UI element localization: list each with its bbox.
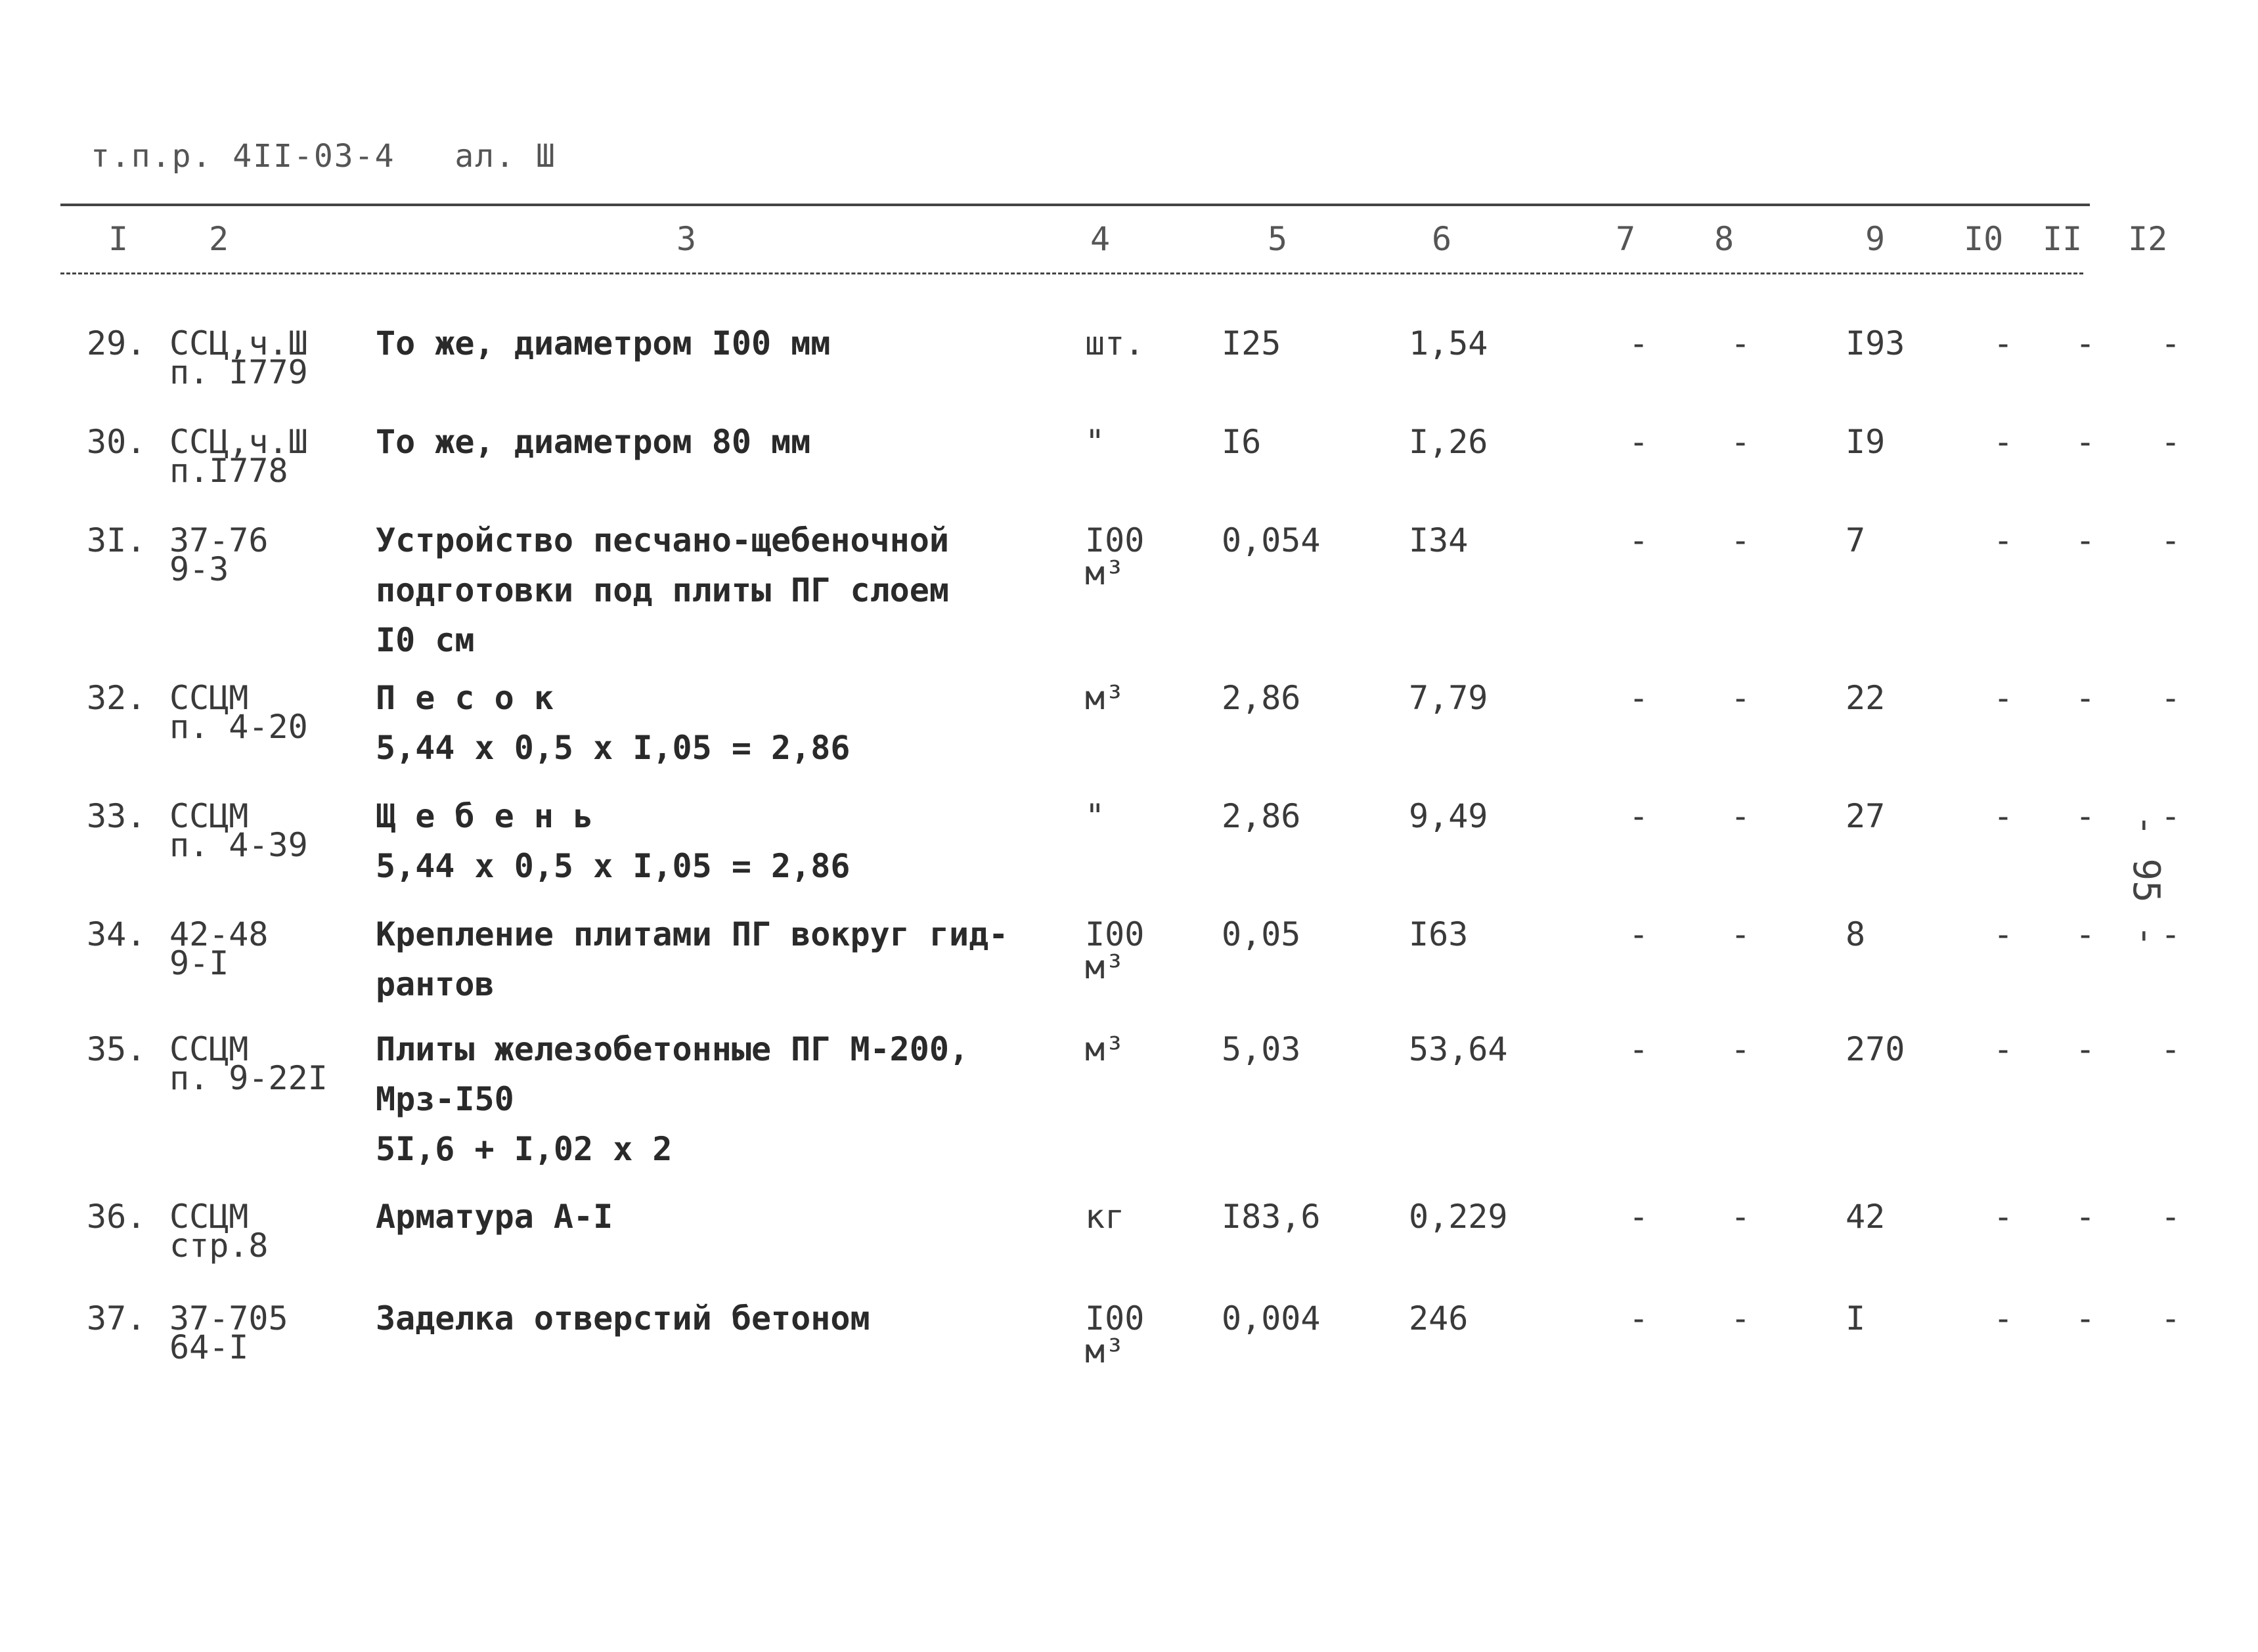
row-col8: - xyxy=(1731,679,1751,717)
row-col7: - xyxy=(1629,423,1649,461)
row-col7: - xyxy=(1629,915,1649,953)
row-reference: стр.8 xyxy=(169,1227,269,1265)
row-col8: - xyxy=(1731,423,1751,461)
row-col8: - xyxy=(1731,915,1751,953)
row-reference: 37-705 xyxy=(169,1299,288,1337)
row-unit-price: I34 xyxy=(1409,521,1469,559)
row-col7: - xyxy=(1629,797,1649,835)
row-total: I93 xyxy=(1846,324,1905,362)
column-number: 4 xyxy=(1090,220,1111,258)
row-col12: - xyxy=(2161,1030,2181,1068)
row-unit-price: 9,49 xyxy=(1409,797,1488,835)
row-col11: - xyxy=(2075,1030,2096,1068)
row-col8: - xyxy=(1731,797,1751,835)
row-unit-price: 1,54 xyxy=(1409,324,1488,362)
project-code: т.п.р. 4II-03-4 xyxy=(91,138,395,175)
row-col7: - xyxy=(1629,1198,1649,1236)
row-description: Устройство песчано-щебеночной xyxy=(376,521,949,559)
column-number: I2 xyxy=(2128,220,2168,258)
row-unit-price: 7,79 xyxy=(1409,679,1488,717)
row-col11: - xyxy=(2075,324,2096,362)
row-col7: - xyxy=(1629,1299,1649,1337)
row-col12: - xyxy=(2161,1198,2181,1236)
row-unit: м³ xyxy=(1085,948,1125,986)
row-col11: - xyxy=(2075,521,2096,559)
row-reference: ССЦМ xyxy=(169,1198,249,1236)
row-col10: - xyxy=(1993,1299,2014,1337)
row-unit: кг xyxy=(1085,1198,1125,1236)
row-reference: ССЦМ xyxy=(169,797,249,835)
row-col12: - xyxy=(2161,679,2181,717)
row-unit: I00 xyxy=(1085,915,1145,953)
row-number: 37. xyxy=(87,1299,146,1337)
column-number: 7 xyxy=(1616,220,1636,258)
row-unit: I00 xyxy=(1085,521,1145,559)
row-number: 33. xyxy=(87,797,146,835)
row-col12: - xyxy=(2161,797,2181,835)
row-description: Заделка отверстий бетоном xyxy=(376,1299,870,1337)
row-total: 42 xyxy=(1846,1198,1886,1236)
row-description: подготовки под плиты ПГ слоем xyxy=(376,571,949,609)
row-col10: - xyxy=(1993,679,2014,717)
row-col11: - xyxy=(2075,1299,2096,1337)
row-reference: п. 4-39 xyxy=(169,826,308,864)
row-total: 22 xyxy=(1846,679,1886,717)
row-total: I xyxy=(1846,1299,1866,1337)
row-unit-price: 53,64 xyxy=(1409,1030,1508,1068)
row-quantity: 2,86 xyxy=(1222,797,1301,835)
row-unit: " xyxy=(1085,797,1105,835)
row-reference: п.I778 xyxy=(169,452,288,490)
row-col8: - xyxy=(1731,1299,1751,1337)
row-col8: - xyxy=(1731,1030,1751,1068)
column-number: I xyxy=(108,220,129,258)
row-description: Арматура А-I xyxy=(376,1198,613,1236)
document-header xyxy=(91,138,596,175)
row-quantity: 5,03 xyxy=(1222,1030,1301,1068)
row-unit: шт. xyxy=(1085,324,1145,362)
row-col11: - xyxy=(2075,679,2096,717)
row-reference: 37-76 xyxy=(169,521,269,559)
album-number: ал. Ш xyxy=(454,138,556,175)
row-unit: " xyxy=(1085,423,1105,461)
row-description: То же, диаметром 80 мм xyxy=(376,423,811,461)
row-quantity: I83,6 xyxy=(1222,1198,1321,1236)
row-col12: - xyxy=(2161,521,2181,559)
row-description: 5,44 х 0,5 х I,05 = 2,86 xyxy=(376,847,851,885)
row-unit-price: 246 xyxy=(1409,1299,1469,1337)
row-col11: - xyxy=(2075,423,2096,461)
row-reference: п. 9-22I xyxy=(169,1059,328,1097)
row-quantity: I6 xyxy=(1222,423,1262,461)
row-col12: - xyxy=(2161,324,2181,362)
row-col10: - xyxy=(1993,423,2014,461)
row-description: Мрз-I50 xyxy=(376,1080,514,1118)
row-reference: п. 4-20 xyxy=(169,708,308,746)
row-col7: - xyxy=(1629,324,1649,362)
row-number: 29. xyxy=(87,324,146,362)
row-col10: - xyxy=(1993,324,2014,362)
row-col8: - xyxy=(1731,324,1751,362)
row-description: То же, диаметром I00 мм xyxy=(376,324,831,362)
row-number: 3I. xyxy=(87,521,146,559)
row-quantity: 0,05 xyxy=(1222,915,1301,953)
row-total: I9 xyxy=(1846,423,1886,461)
row-description: П е с о к xyxy=(376,679,554,717)
row-reference: 64-I xyxy=(169,1328,249,1366)
row-reference: п. I779 xyxy=(169,353,308,391)
row-unit: м³ xyxy=(1085,1332,1125,1370)
row-col7: - xyxy=(1629,679,1649,717)
row-col10: - xyxy=(1993,521,2014,559)
row-unit-price: 0,229 xyxy=(1409,1198,1508,1236)
row-reference: ССЦМ xyxy=(169,679,249,717)
row-quantity: 0,054 xyxy=(1222,521,1321,559)
row-description: Щ е б е н ь xyxy=(376,797,594,835)
row-description: I0 см xyxy=(376,621,475,659)
row-unit: м³ xyxy=(1085,679,1125,717)
table-top-rule xyxy=(60,204,2090,206)
row-col8: - xyxy=(1731,521,1751,559)
column-number: 5 xyxy=(1268,220,1288,258)
row-total: 27 xyxy=(1846,797,1886,835)
row-reference: 9-3 xyxy=(169,550,229,588)
page-number: - 95 - xyxy=(2125,814,2167,947)
row-total: 270 xyxy=(1846,1030,1905,1068)
column-number: 6 xyxy=(1432,220,1452,258)
row-number: 32. xyxy=(87,679,146,717)
row-number: 35. xyxy=(87,1030,146,1068)
row-unit-price: I,26 xyxy=(1409,423,1488,461)
row-unit: м³ xyxy=(1085,1030,1125,1068)
row-col8: - xyxy=(1731,1198,1751,1236)
row-number: 30. xyxy=(87,423,146,461)
column-number: 2 xyxy=(209,220,229,258)
row-col10: - xyxy=(1993,1030,2014,1068)
table-header-rule xyxy=(60,272,2083,274)
row-unit: I00 xyxy=(1085,1299,1145,1337)
column-number: 3 xyxy=(676,220,697,258)
row-col10: - xyxy=(1993,797,2014,835)
column-number: 8 xyxy=(1714,220,1735,258)
row-col12: - xyxy=(2161,423,2181,461)
row-col12: - xyxy=(2161,1299,2181,1337)
row-col7: - xyxy=(1629,521,1649,559)
row-quantity: I25 xyxy=(1222,324,1281,362)
row-number: 34. xyxy=(87,915,146,953)
row-description: 5,44 х 0,5 х I,05 = 2,86 xyxy=(376,729,851,767)
row-total: 8 xyxy=(1846,915,1866,953)
row-col11: - xyxy=(2075,797,2096,835)
row-number: 36. xyxy=(87,1198,146,1236)
row-unit: м³ xyxy=(1085,554,1125,592)
column-number: 9 xyxy=(1865,220,1886,258)
column-number: I0 xyxy=(1964,220,2004,258)
row-description: Крепление плитами ПГ вокруг гид- xyxy=(376,915,1009,953)
row-quantity: 2,86 xyxy=(1222,679,1301,717)
row-quantity: 0,004 xyxy=(1222,1299,1321,1337)
row-col11: - xyxy=(2075,915,2096,953)
row-reference: 9-I xyxy=(169,944,229,982)
row-description: Плиты железобетонные ПГ М-200, xyxy=(376,1030,969,1068)
row-col12: - xyxy=(2161,915,2181,953)
row-reference: ССЦ,ч.Ш xyxy=(169,423,308,461)
column-number: II xyxy=(2043,220,2083,258)
row-col10: - xyxy=(1993,915,2014,953)
row-reference: ССЦ,ч.Ш xyxy=(169,324,308,362)
row-total: 7 xyxy=(1846,521,1866,559)
row-col7: - xyxy=(1629,1030,1649,1068)
row-col11: - xyxy=(2075,1198,2096,1236)
row-reference: ССЦМ xyxy=(169,1030,249,1068)
row-reference: 42-48 xyxy=(169,915,269,953)
row-description: рантов xyxy=(376,965,495,1003)
row-description: 5I,6 + I,02 х 2 xyxy=(376,1130,673,1168)
row-unit-price: I63 xyxy=(1409,915,1469,953)
row-col10: - xyxy=(1993,1198,2014,1236)
